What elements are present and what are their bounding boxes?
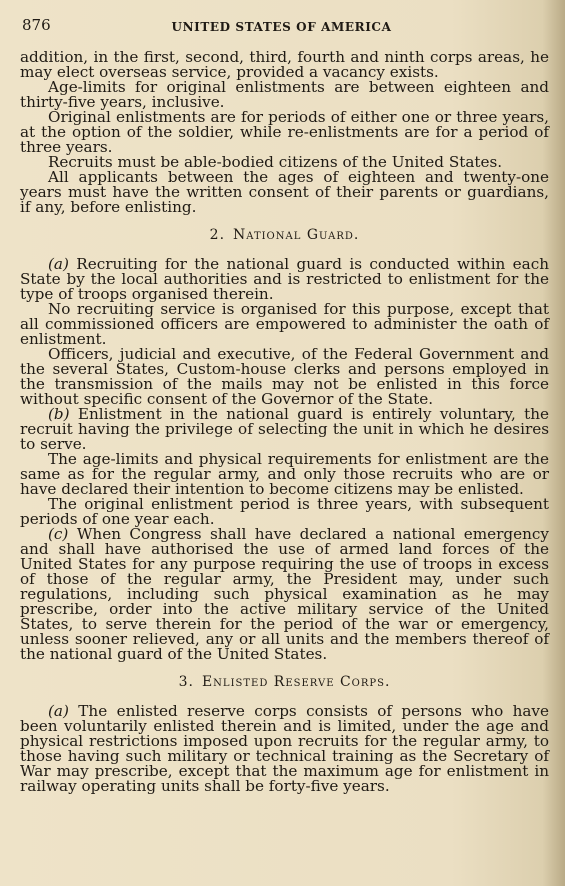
paragraph-ng-officers: Officers, judicial and executive, of the Federal Government and the several States, Custom-house clerks and persons employed in the transmission of the mails may not be enlisted in this force without specific consent of the Governor of the State. xyxy=(20,345,549,408)
section-title: Enlisted Reserve Corps. xyxy=(201,674,391,690)
paragraph-text: Enlistment in the national guard is entirely voluntary, the recruit having the privilege of selecting the unit in which he desires to serve. xyxy=(20,405,549,453)
subsection-mark: (c) xyxy=(48,525,69,543)
page-header xyxy=(14,12,549,36)
section-heading-national-guard xyxy=(20,227,549,243)
paragraph-erc-a xyxy=(20,704,549,794)
subsection-mark: (a) xyxy=(48,702,69,720)
section-heading-enlisted-reserve xyxy=(20,674,549,690)
paragraph-ng-period: The original enlistment period is three years, with subsequent periods of one year each. xyxy=(20,495,549,528)
paragraph-text: The enlisted reserve corps consists of persons who have been voluntarily enlisted therein and is limited, under the age and physical restrictions imposed upon recruits for the regular army, to those having such military or technical training as the Secretary of War may prescribe, except that the maximum age for enlistment in railway operating units shall be forty-five years. xyxy=(20,702,550,795)
paragraph-enlistment-periods: Original enlistments are for periods of either one or three years, at the option of the soldier, while re-enlistments are for a period of three years. xyxy=(20,108,549,156)
paragraph-consent: All applicants between the ages of eighteen and twenty-one years must have the written consent of their parents or guardians, if any, before enlisting. xyxy=(20,168,549,216)
paragraph-ng-age-limits: The age-limits and physical requirements for enlistment are the same as for the regular army, and only those recruits who are or have declared their intention to become citizens may be enlisted. xyxy=(20,450,549,498)
paragraph-ng-recruiting: No recruiting service is organised for this purpose, except that all commissioned officers are empowered to administer the oath of enlistment. xyxy=(20,300,549,348)
paragraph-continuation: addition, in the first, second, third, fourth and ninth corps areas, he may elect overseas service, provided a vacancy exists. xyxy=(20,48,549,81)
paragraph-text: When Congress shall have declared a national emergency and shall have authorised the use of armed land forces of the United States for any purpose requiring the use of troops in excess of those of the regular army, the President may, under such regulations, including such physical examination as he may prescribe, order into the active military service of the United States, to serve therein for the period of the war or emergency, unless sooner relieved, any or all units and the members thereof of the national guard of the United States. xyxy=(20,525,549,663)
subsection-mark: (a) xyxy=(48,255,69,273)
section-number: 2. xyxy=(209,227,226,243)
paragraph-age-limits: Age-limits for original enlistments are between eighteen and thirty-five years, inclusive. xyxy=(20,78,549,111)
paragraph-citizens: Recruits must be able-bodied citizens of the United States. xyxy=(48,153,503,171)
page-body xyxy=(14,50,549,794)
paragraph-ng-b xyxy=(20,407,549,452)
running-head: UNITED STATES OF AMERICA xyxy=(171,20,392,34)
section-title: National Guard. xyxy=(233,227,360,243)
paragraph-text: Recruiting for the national guard is conducted within each State by the local authorities and is restricted to enlistment for the type of troops organised therein. xyxy=(20,255,550,303)
subsection-mark: (b) xyxy=(48,405,70,423)
paragraph-ng-c xyxy=(20,527,549,662)
section-number: 3. xyxy=(178,674,194,690)
paragraph-ng-a xyxy=(20,257,549,302)
page-number: 876 xyxy=(22,16,51,34)
